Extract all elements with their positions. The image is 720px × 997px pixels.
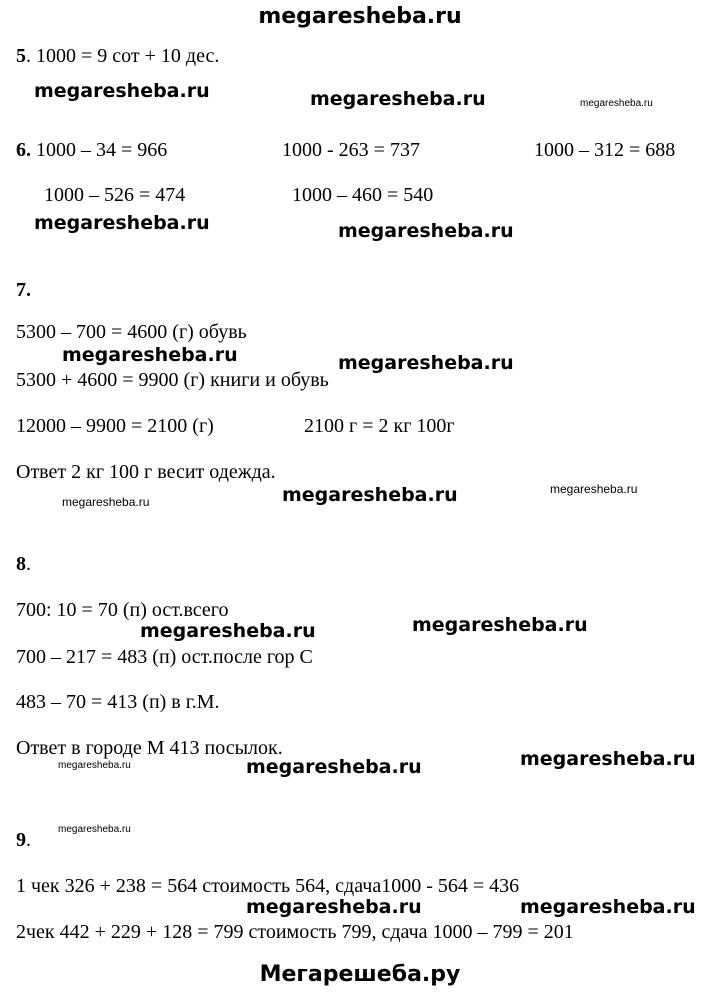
watermark: megaresheba.ru xyxy=(310,88,486,110)
watermark: megaresheba.ru xyxy=(58,824,131,835)
watermark: megaresheba.ru xyxy=(246,756,422,778)
task-6-eq-3: 1000 – 312 = 688 xyxy=(534,139,676,161)
task-7-line-2: 5300 + 4600 = 9900 (г) книги и обувь xyxy=(16,369,329,391)
watermark: megaresheba.ru xyxy=(62,344,238,366)
task-7-line-3b: 2100 г = 2 кг 100г xyxy=(304,415,455,437)
watermark: megaresheba.ru xyxy=(58,760,131,771)
task-5: 5. 1000 = 9 сот + 10 дес. xyxy=(16,45,220,67)
task-6-eq-5: 1000 – 460 = 540 xyxy=(292,184,434,206)
task-6-eq-2: 1000 - 263 = 737 xyxy=(282,139,420,161)
task-5-text: 1000 = 9 сот + 10 дес. xyxy=(36,45,220,67)
task-6-number: 6. xyxy=(16,139,31,161)
watermark: megaresheba.ru xyxy=(246,896,422,918)
task-5-number: 5 xyxy=(16,45,26,67)
task-7-line-1: 5300 – 700 = 4600 (г) обувь xyxy=(16,321,247,343)
task-7-number: 7. xyxy=(16,279,31,301)
watermark: megaresheba.ru xyxy=(34,212,210,234)
task-9-heading: 9. xyxy=(16,829,31,851)
watermark: megaresheba.ru xyxy=(34,80,210,102)
watermark: megaresheba.ru xyxy=(282,484,458,506)
watermark: megaresheba.ru xyxy=(520,896,696,918)
watermark: megaresheba.ru xyxy=(338,352,514,374)
watermark: megaresheba.ru xyxy=(412,614,588,636)
task-8-line-1: 700: 10 = 70 (п) ост.всего xyxy=(16,599,229,621)
task-6-row-1 xyxy=(16,138,167,162)
task-9-line-1: 1 чек 326 + 238 = 564 стоимость 564, сдача1000 - 564 = 436 xyxy=(16,875,520,897)
task-6-eq-1: 1000 – 34 = 966 xyxy=(36,139,168,161)
task-8-answer: Ответ в городе М 413 посылок. xyxy=(16,737,283,759)
task-7-line-3a: 12000 – 9900 = 2100 (г) xyxy=(16,415,214,437)
task-8-number: 8 xyxy=(16,553,26,575)
watermark: megaresheba.ru xyxy=(580,98,653,109)
task-8-line-3: 483 – 70 = 413 (п) в г.М. xyxy=(16,691,220,713)
task-8-line-2: 700 – 217 = 483 (п) ост.после гор С xyxy=(16,646,313,668)
watermark: megaresheba.ru xyxy=(62,495,150,509)
watermark: megaresheba.ru xyxy=(338,220,514,242)
task-6-eq-4: 1000 – 526 = 474 xyxy=(44,184,186,206)
site-footer: Мегарешеба.ру xyxy=(259,962,461,987)
site-header: megaresheba.ru xyxy=(258,4,462,29)
watermark: megaresheba.ru xyxy=(520,748,696,770)
task-9-line-2: 2чек 442 + 229 + 128 = 799 стоимость 799, сдача 1000 – 799 = 201 xyxy=(16,921,574,943)
task-7-answer: Ответ 2 кг 100 г весит одежда. xyxy=(16,461,276,483)
task-9-number: 9 xyxy=(16,829,26,851)
watermark: megaresheba.ru xyxy=(550,482,638,496)
watermark: megaresheba.ru xyxy=(140,620,316,642)
task-8-heading: 8. xyxy=(16,553,31,575)
